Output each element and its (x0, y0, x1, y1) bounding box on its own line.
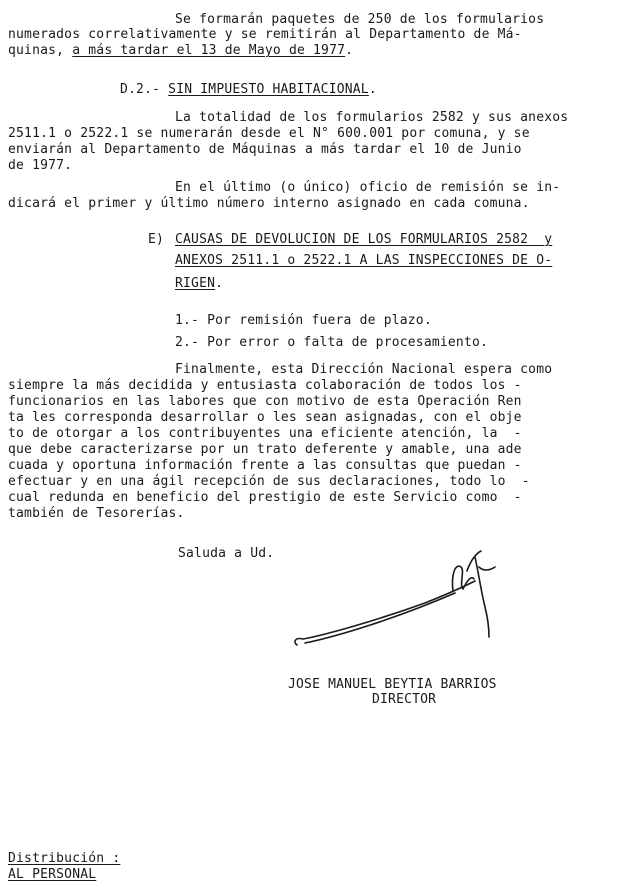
section-e-title-line: RIGEN (175, 276, 216, 291)
signatory-name: JOSE MANUEL BEYTIA BARRIOS (288, 677, 497, 692)
section-e-letter: E) (148, 232, 165, 247)
section-e-title-end: . (215, 276, 224, 291)
greeting: Saluda a Ud. (178, 546, 275, 561)
d2-paragraph-2-line: dicará el primer y último número interno asignado en cada comuna. (8, 196, 530, 211)
d2-paragraph-1-line: enviarán al Departamento de Máquinas a más tardar el 10 de Junio (8, 142, 522, 157)
closing-line: to de otorgar a los contribuyentes una eficiente atención, la - (8, 426, 522, 441)
d2-paragraph-1-line: 2511.1 o 2522.1 se numerarán desde el N° 600.001 por comuna, y se (8, 126, 530, 141)
section-d2-title: SIN IMPUESTO HABITACIONAL (168, 82, 369, 97)
closing-line: también de Tesorerías. (8, 506, 185, 521)
distribution-label: Distribución : (8, 851, 121, 866)
deadline-may: a más tardar el 13 de Mayo de 1977 (72, 43, 346, 58)
section-e-item: 1.- Por remisión fuera de plazo. (175, 313, 432, 328)
section-d2-title-end: . (368, 82, 377, 97)
section-e-title-line: ANEXOS 2511.1 o 2522.1 A LAS INSPECCIONES DE O- (175, 253, 553, 268)
d2-paragraph-1-line: de 1977. (8, 158, 73, 173)
signature-scribble (285, 545, 505, 670)
section-d2-heading (120, 82, 377, 97)
closing-line: que debe caracterizarse por un trato deferente y amable, una ade (8, 442, 522, 457)
section-e-title-line-3 (175, 276, 223, 291)
section-d2-number: D.2.- (120, 82, 161, 97)
intro-line-3-end: . (345, 43, 354, 58)
intro-line-3 (8, 43, 353, 58)
closing-line: Finalmente, esta Dirección Nacional espera como (175, 362, 553, 377)
closing-line: funcionarios en las labores que con motivo de esta Operación Ren (8, 394, 522, 409)
closing-line: cuada y oportuna información frente a las consultas que puedan - (8, 458, 522, 473)
section-e-item: 2.- Por error o falta de procesamiento. (175, 335, 489, 350)
intro-line-2: numerados correlativamente y se remitirán al Departamento de Má- (8, 27, 522, 42)
distribution-recipient: AL PERSONAL (8, 867, 97, 882)
d2-paragraph-1-line: La totalidad de los formularios 2582 y sus anexos (175, 110, 569, 125)
intro-line-1: Se formarán paquetes de 250 de los formularios (175, 12, 545, 27)
closing-line: ta les corresponda desarrollar o les sean asignadas, con el obje (8, 410, 522, 425)
section-e-title-line: CAUSAS DE DEVOLUCION DE LOS FORMULARIOS 2582 y (175, 232, 553, 247)
closing-line: efectuar y en una ágil recepción de sus declaraciones, todo lo - (8, 474, 530, 489)
closing-line: siempre la más decidida y entusiasta colaboración de todos los - (8, 378, 522, 393)
closing-line: cual redunda en beneficio del prestigio de este Servicio como - (8, 490, 522, 505)
d2-paragraph-2-line: En el último (o único) oficio de remisión se in- (175, 180, 561, 195)
intro-line-3-prefix: quinas, (8, 43, 73, 58)
signatory-title: DIRECTOR (372, 692, 437, 707)
